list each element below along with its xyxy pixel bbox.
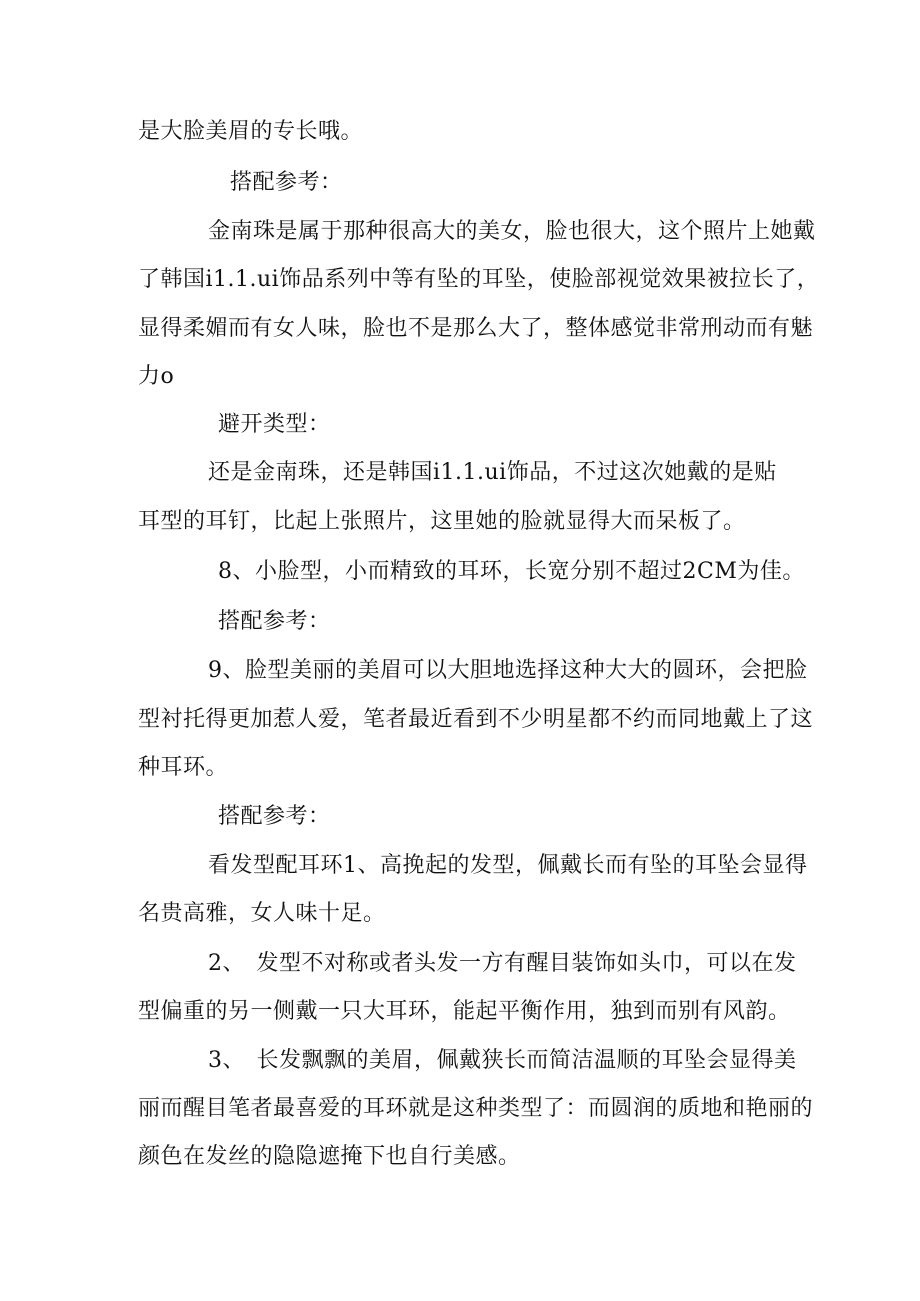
text-line: 丽而醒目笔者最喜爱的耳环就是这种类型了：而圆润的质地和艳丽的 [138,1096,814,1121]
section-heading: 搭配参考： [218,609,331,634]
text-line: 力o [138,364,175,389]
text-line: 了韩国i1.1.ui饰品系列中等有坠的耳坠，使脸部视觉效果被拉长了， [138,267,820,292]
text-line: 显得柔媚而有女人味，脸也不是那么大了，整体感觉非常刑动而有魅 [138,316,814,341]
section-heading: 搭配参考： [218,804,331,829]
text-line: 看发型配耳环1、高挽起的发型，佩戴长而有坠的耳坠会显得 [208,853,808,878]
text-line: 3、 长发飘飘的美眉，佩戴狭长而简洁温顺的耳坠会显得美 [208,1048,797,1073]
text-line: 耳型的耳钉，比起上张照片，这里她的脸就显得大而呆板了。 [138,509,746,534]
text-line: 还是金南珠，还是韩国i1.1.ui饰品，不过这次她戴的是贴 [208,460,777,485]
text-line: 型衬托得更加惹人爱，笔者最近看到不少明星都不约而同地戴上了这 [138,707,814,732]
text-line: 2、 发型不对称或者头发一方有醒目装饰如头巾，可以在发 [208,951,797,976]
text-line: 9、脸型美丽的美眉可以大胆地选择这种大大的圆环，会把脸 [208,658,808,683]
text-line: 是大脸美眉的专长哦。 [138,119,364,144]
text-line: 型偏重的另一侧戴一只大耳环，能起平衡作用，独到而别有风韵。 [138,999,791,1024]
text-line: 8、小脸型，小而精致的耳环，长宽分别不超过2CM为佳。 [218,559,805,584]
text-line: 种耳环。 [138,755,229,780]
text-line: 名贵高雅，女人味十足。 [138,901,386,926]
text-line: 金南珠是属于那种很高大的美女，脸也很大，这个照片上她戴 [208,219,816,244]
section-heading: 搭配参考： [230,170,343,195]
section-heading: 避开类型： [218,412,331,437]
text-line: 颜色在发丝的隐隐遮掩下也自行美感。 [138,1144,521,1169]
